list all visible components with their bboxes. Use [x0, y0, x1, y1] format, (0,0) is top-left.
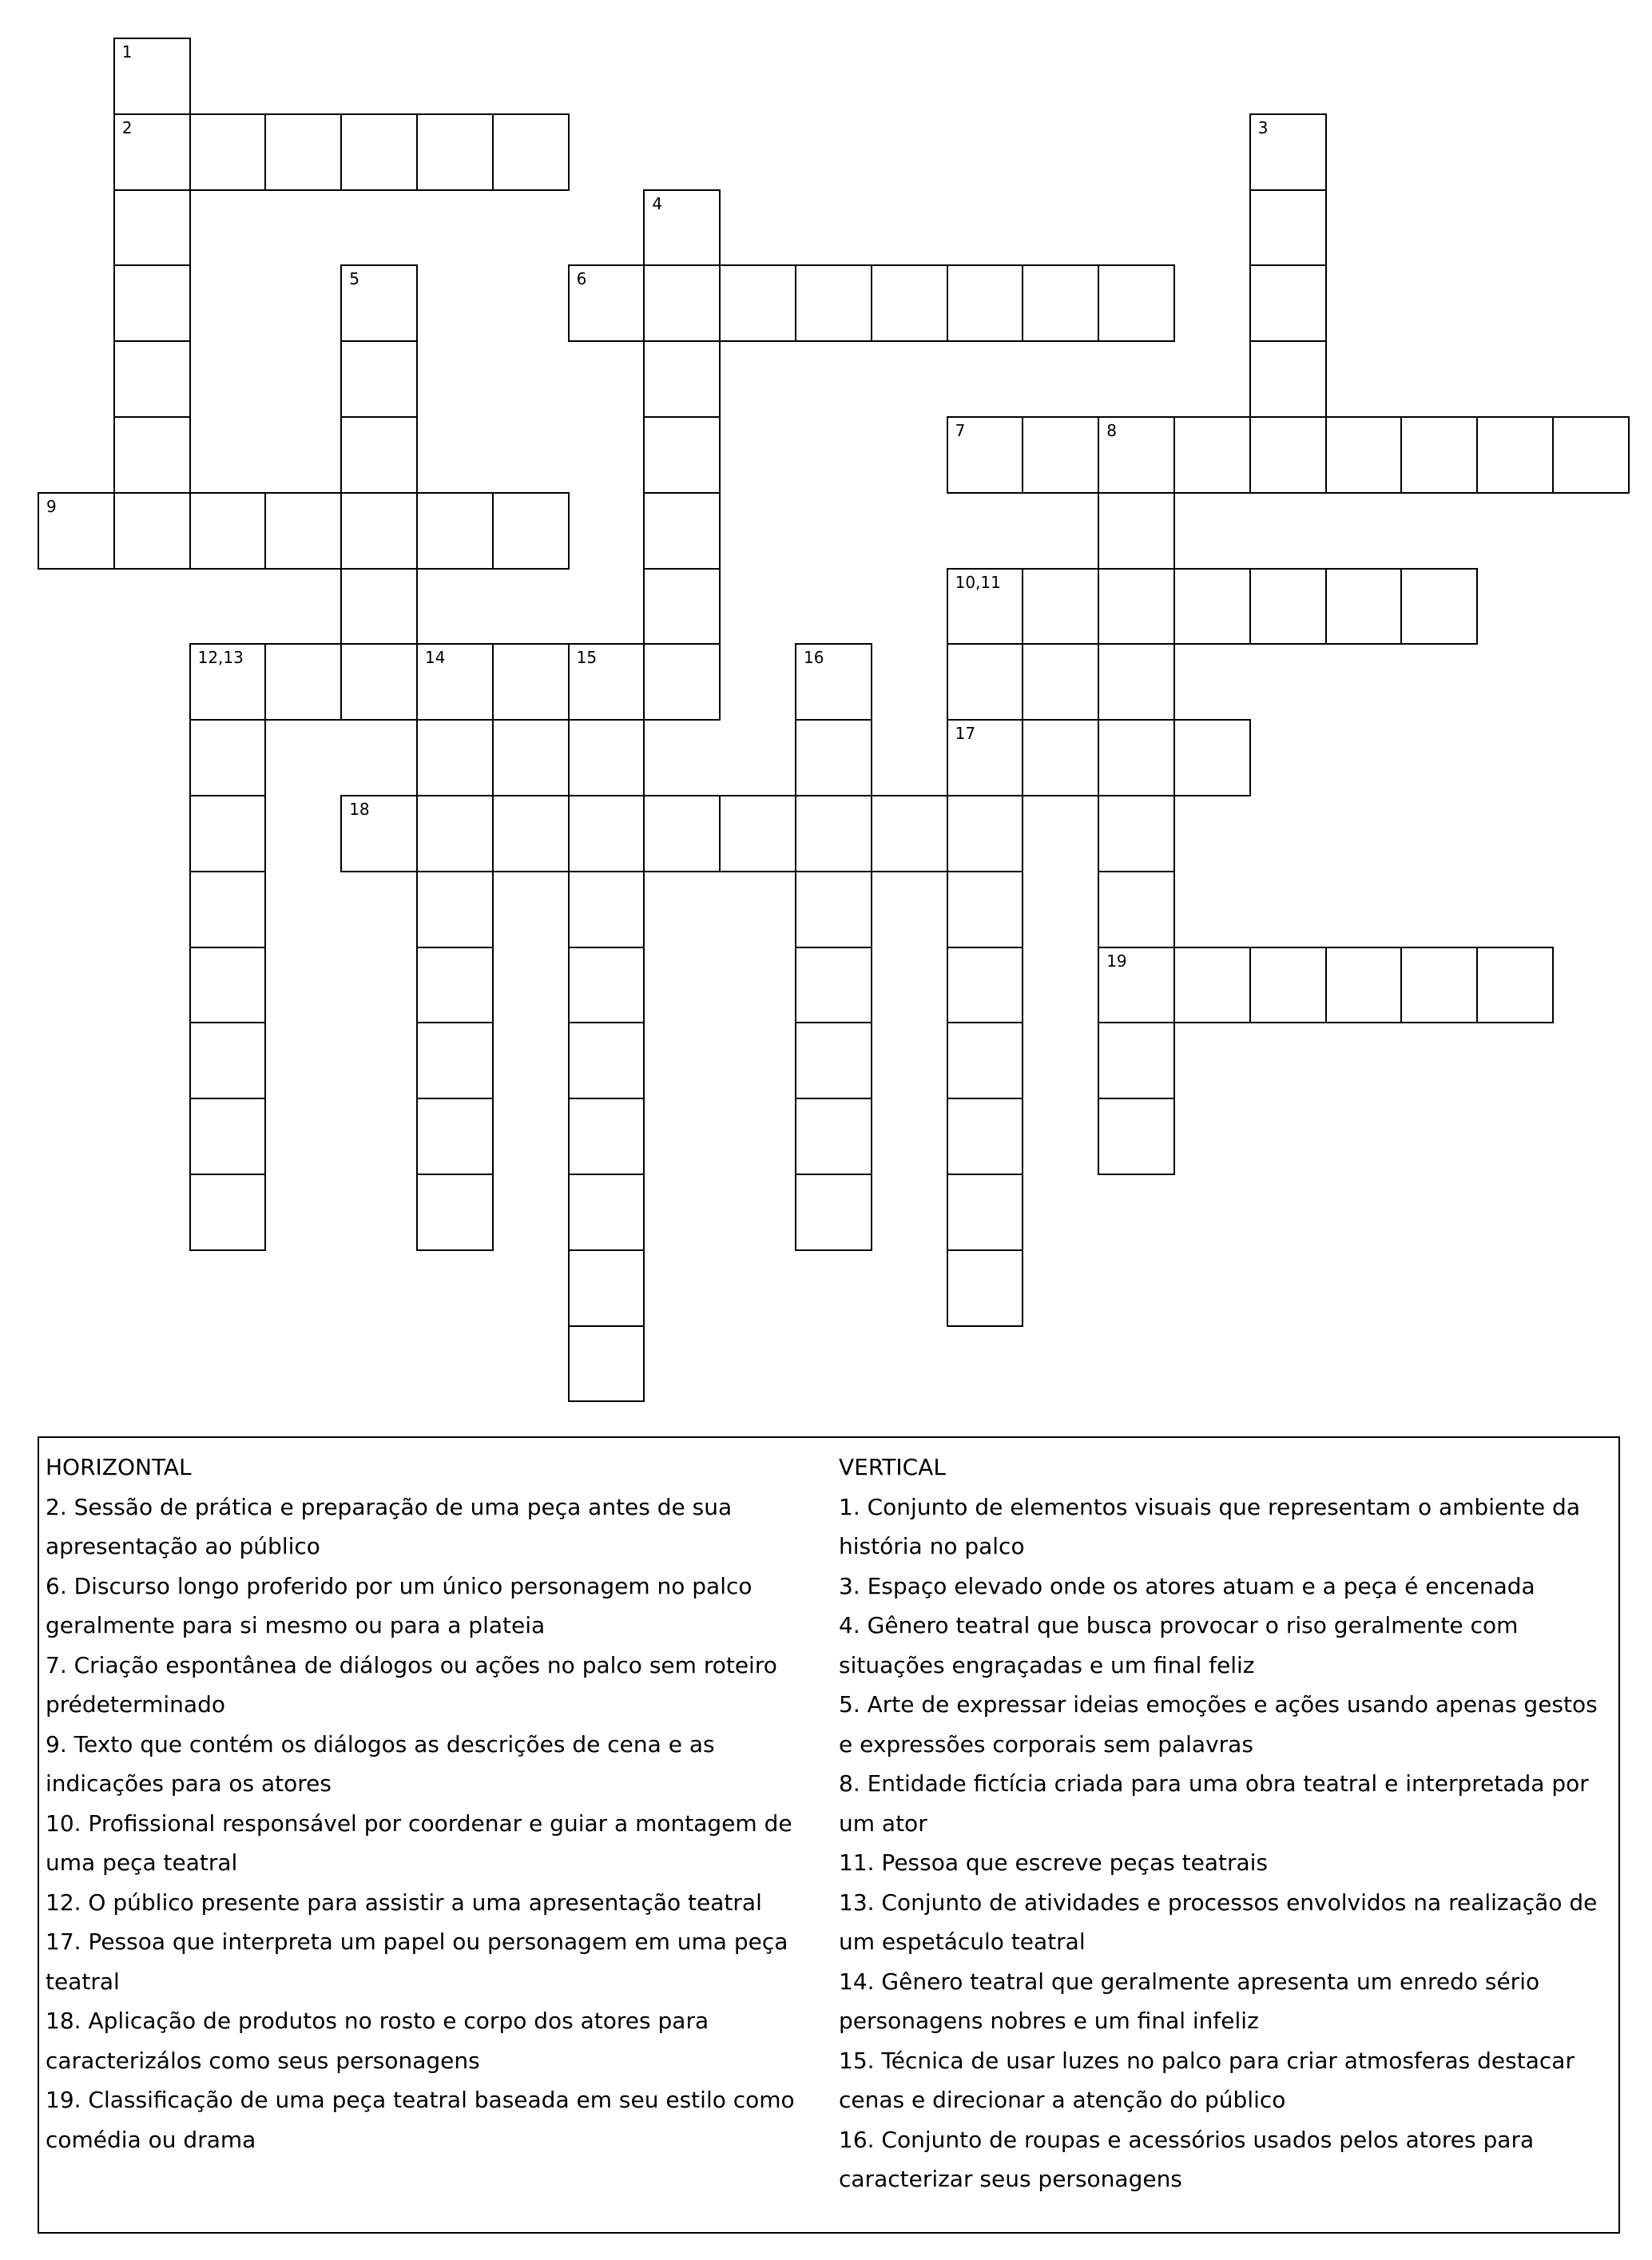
clue-number: 3 [1257, 117, 1269, 137]
grid-cell[interactable] [1098, 947, 1175, 1024]
grid-cell[interactable] [1098, 643, 1175, 721]
grid-cell[interactable] [1325, 568, 1403, 645]
clue-v-16: 16. Conjunto de roupas e acessórios usados pelos atores para caracterizar seus personagens [839, 2126, 1535, 2192]
grid-cell[interactable] [719, 795, 796, 872]
grid-cell[interactable] [1400, 947, 1478, 1024]
grid-cell[interactable] [340, 113, 418, 191]
grid-cell[interactable] [947, 643, 1024, 721]
grid-cell[interactable] [416, 492, 494, 570]
vertical-heading: VERTICAL [839, 1454, 946, 1480]
clue-h-2: 2. Sessão de prática e preparação de uma peça antes de sua apresentação ao público [46, 1493, 733, 1559]
grid-cell[interactable] [1098, 1022, 1175, 1099]
grid-cell[interactable] [416, 1174, 494, 1251]
grid-cell[interactable] [1173, 947, 1251, 1024]
grid-cell[interactable] [264, 492, 342, 570]
grid-cell[interactable] [189, 492, 267, 570]
grid-cell[interactable] [113, 264, 191, 342]
grid-cell[interactable] [568, 1022, 645, 1099]
grid-cell[interactable] [1249, 264, 1327, 342]
grid-cell[interactable] [1249, 416, 1327, 494]
grid-cell[interactable] [416, 1098, 494, 1175]
grid-cell[interactable] [1476, 416, 1554, 494]
grid-cell[interactable] [1400, 416, 1478, 494]
grid-cell[interactable] [568, 264, 645, 342]
grid-cell[interactable] [416, 795, 494, 872]
clue-v-15: 15. Técnica de usar luzes no palco para criar atmosferas destacar cenas e direcionar a atenção do público [839, 2047, 1575, 2113]
grid-cell[interactable] [492, 795, 570, 872]
clue-number: 1 [121, 42, 133, 62]
grid-cell[interactable] [1325, 947, 1403, 1024]
clue-number: 6 [576, 269, 587, 289]
grid-cell[interactable] [113, 113, 191, 191]
grid-cell[interactable] [795, 871, 872, 948]
grid-cell[interactable] [643, 189, 721, 267]
clue-v-14: 14. Gênero teatral que geralmente apresenta um enredo sério personagens nobres e um final infeliz [839, 1968, 1540, 2034]
clue-number: 12,13 [197, 648, 244, 668]
grid-cell[interactable] [871, 795, 948, 872]
grid-cell[interactable] [947, 871, 1024, 948]
grid-cell[interactable] [795, 1174, 872, 1251]
grid-cell[interactable] [1173, 568, 1251, 645]
clue-number: 19 [1106, 951, 1127, 971]
grid-cell[interactable] [264, 113, 342, 191]
grid-cell[interactable] [416, 719, 494, 796]
grid-cell[interactable] [643, 340, 721, 418]
clue-h-12: 12. O público presente para assistir a uma apresentação teatral [46, 1889, 762, 1916]
grid-cell[interactable] [416, 113, 494, 191]
grid-cell[interactable] [492, 643, 570, 721]
grid-cell[interactable] [189, 1174, 267, 1251]
grid-cell[interactable] [189, 113, 267, 191]
grid-cell[interactable] [947, 719, 1024, 796]
grid-cell[interactable] [568, 1325, 645, 1403]
clue-number: 10,11 [955, 572, 1001, 592]
grid-cell[interactable] [643, 416, 721, 494]
grid-cell[interactable] [1098, 492, 1175, 570]
grid-cell[interactable] [1098, 719, 1175, 796]
clue-number: 14 [425, 648, 446, 668]
grid-cell[interactable] [1476, 947, 1554, 1024]
grid-cell[interactable] [568, 719, 645, 796]
grid-cell[interactable] [1022, 568, 1099, 645]
grid-cell[interactable] [795, 719, 872, 796]
clue-v-5: 5. Arte de expressar ideias emoções e ações usando apenas gestos e expressões corporais sem palavras [839, 1691, 1598, 1758]
horizontal-clues [46, 1448, 832, 2159]
clue-h-19: 19. Classificação de uma peça teatral baseada em seu estilo como comédia ou drama [46, 2087, 795, 2153]
grid-cell[interactable] [264, 643, 342, 721]
grid-cell[interactable] [1098, 416, 1175, 494]
grid-cell[interactable] [947, 1249, 1024, 1327]
grid-cell[interactable] [795, 643, 872, 721]
clue-number: 7 [955, 421, 966, 440]
grid-cell[interactable] [719, 264, 796, 342]
grid-cell[interactable] [795, 947, 872, 1024]
grid-cell[interactable] [1098, 1098, 1175, 1175]
grid-cell[interactable] [1249, 113, 1327, 191]
grid-cell[interactable] [1552, 416, 1630, 494]
grid-cell[interactable] [113, 492, 191, 570]
clue-v-1: 1. Conjunto de elementos visuais que representam o ambiente da história no palco [839, 1493, 1580, 1559]
grid-cell[interactable] [795, 1022, 872, 1099]
grid-cell[interactable] [568, 643, 645, 721]
grid-cell[interactable] [113, 416, 191, 494]
grid-cell[interactable] [189, 719, 267, 796]
grid-cell[interactable] [340, 568, 418, 645]
grid-cell[interactable] [568, 1249, 645, 1327]
grid-cell[interactable] [113, 38, 191, 115]
grid-cell[interactable] [947, 795, 1024, 872]
grid-cell[interactable] [340, 643, 418, 721]
grid-cell[interactable] [38, 492, 115, 570]
grid-cell[interactable] [492, 492, 570, 570]
grid-cell[interactable] [947, 416, 1024, 494]
grid-cell[interactable] [1098, 568, 1175, 645]
clue-number: 17 [955, 724, 976, 744]
clue-number: 15 [576, 648, 598, 668]
grid-cell[interactable] [189, 643, 267, 721]
grid-cell[interactable] [947, 1174, 1024, 1251]
grid-cell[interactable] [1249, 568, 1327, 645]
grid-cell[interactable] [340, 264, 418, 342]
grid-cell[interactable] [340, 340, 418, 418]
grid-cell[interactable] [340, 492, 418, 570]
grid-cell[interactable] [492, 113, 570, 191]
clue-number: 8 [1106, 421, 1117, 440]
grid-cell[interactable] [643, 492, 721, 570]
grid-cell[interactable] [568, 871, 645, 948]
grid-cell[interactable] [113, 340, 191, 418]
grid-cell[interactable] [340, 795, 418, 872]
grid-cell[interactable] [189, 1022, 267, 1099]
grid-cell[interactable] [1098, 795, 1175, 872]
grid-cell[interactable] [340, 416, 418, 494]
grid-cell[interactable] [1173, 719, 1251, 796]
clue-h-7: 7. Criação espontânea de diálogos ou ações no palco sem roteiro prédeterminado [46, 1651, 777, 1718]
grid-cell[interactable] [795, 264, 872, 342]
grid-cell[interactable] [1022, 416, 1099, 494]
clue-h-9: 9. Texto que contém os diálogos as descrições de cena e as indicações para os atores [46, 1730, 715, 1797]
grid-cell[interactable] [568, 795, 645, 872]
grid-cell[interactable] [189, 795, 267, 872]
grid-cell[interactable] [113, 189, 191, 267]
grid-cell[interactable] [1249, 340, 1327, 418]
grid-cell[interactable] [189, 1098, 267, 1175]
grid-cell[interactable] [643, 795, 721, 872]
clue-number: 5 [349, 269, 359, 289]
grid-cell[interactable] [416, 947, 494, 1024]
grid-cell[interactable] [1173, 416, 1251, 494]
grid-cell[interactable] [1249, 947, 1327, 1024]
grid-cell[interactable] [1098, 264, 1175, 342]
clue-h-10: 10. Profissional responsável por coordenar e guiar a montagem de uma peça teatral [46, 1809, 792, 1876]
grid-cell[interactable] [643, 568, 721, 645]
clue-h-6: 6. Discurso longo proferido por um único personagem no palco geralmente para si mesmo ou para a plateia [46, 1572, 753, 1638]
grid-cell[interactable] [416, 1022, 494, 1099]
grid-cell[interactable] [568, 947, 645, 1024]
grid-cell[interactable] [1249, 189, 1327, 267]
grid-cell[interactable] [947, 1022, 1024, 1099]
grid-cell[interactable] [189, 947, 267, 1024]
clue-h-17: 17. Pessoa que interpreta um papel ou personagem em uma peça teatral [46, 1928, 788, 1995]
vertical-clues [839, 1448, 1618, 2199]
grid-cell[interactable] [947, 947, 1024, 1024]
grid-cell[interactable] [871, 264, 948, 342]
clue-h-18: 18. Aplicação de produtos no rosto e corpo dos atores para caracterizálos como seus personagens [46, 2008, 709, 2074]
clue-number: 16 [804, 648, 824, 668]
grid-cell[interactable] [416, 871, 494, 948]
clue-number: 18 [349, 800, 370, 819]
grid-cell[interactable] [1325, 416, 1403, 494]
horizontal-heading: HORIZONTAL [46, 1454, 192, 1480]
grid-cell[interactable] [1400, 568, 1478, 645]
grid-cell[interactable] [947, 264, 1024, 342]
grid-cell[interactable] [1022, 719, 1099, 796]
clue-v-8: 8. Entidade fictícia criada para uma obra teatral e interpretada por um ator [839, 1770, 1589, 1837]
grid-cell[interactable] [643, 643, 721, 721]
grid-cell[interactable] [947, 568, 1024, 645]
clue-v-11: 11. Pessoa que escreve peças teatrais [839, 1849, 1269, 1876]
grid-cell[interactable] [795, 795, 872, 872]
clues-box [38, 1436, 1620, 2234]
grid-cell[interactable] [568, 1098, 645, 1175]
clue-number: 2 [121, 117, 133, 137]
clue-number: 4 [652, 193, 663, 213]
clue-number: 9 [46, 496, 57, 516]
clue-v-13: 13. Conjunto de atividades e processos envolvidos na realização de um espetáculo teatral [839, 1889, 1598, 1955]
clue-v-3: 3. Espaço elevado onde os atores atuam e a peça é encenada [839, 1572, 1535, 1599]
grid-cell[interactable] [1022, 264, 1099, 342]
grid-cell[interactable] [416, 643, 494, 721]
grid-cell[interactable] [189, 871, 267, 948]
grid-cell[interactable] [795, 1098, 872, 1175]
grid-cell[interactable] [568, 1174, 645, 1251]
clue-v-4: 4. Gênero teatral que busca provocar o riso geralmente com situações engraçadas e um final feliz [839, 1612, 1519, 1678]
grid-cell[interactable] [947, 1098, 1024, 1175]
grid-cell[interactable] [1098, 871, 1175, 948]
grid-cell[interactable] [643, 264, 721, 342]
